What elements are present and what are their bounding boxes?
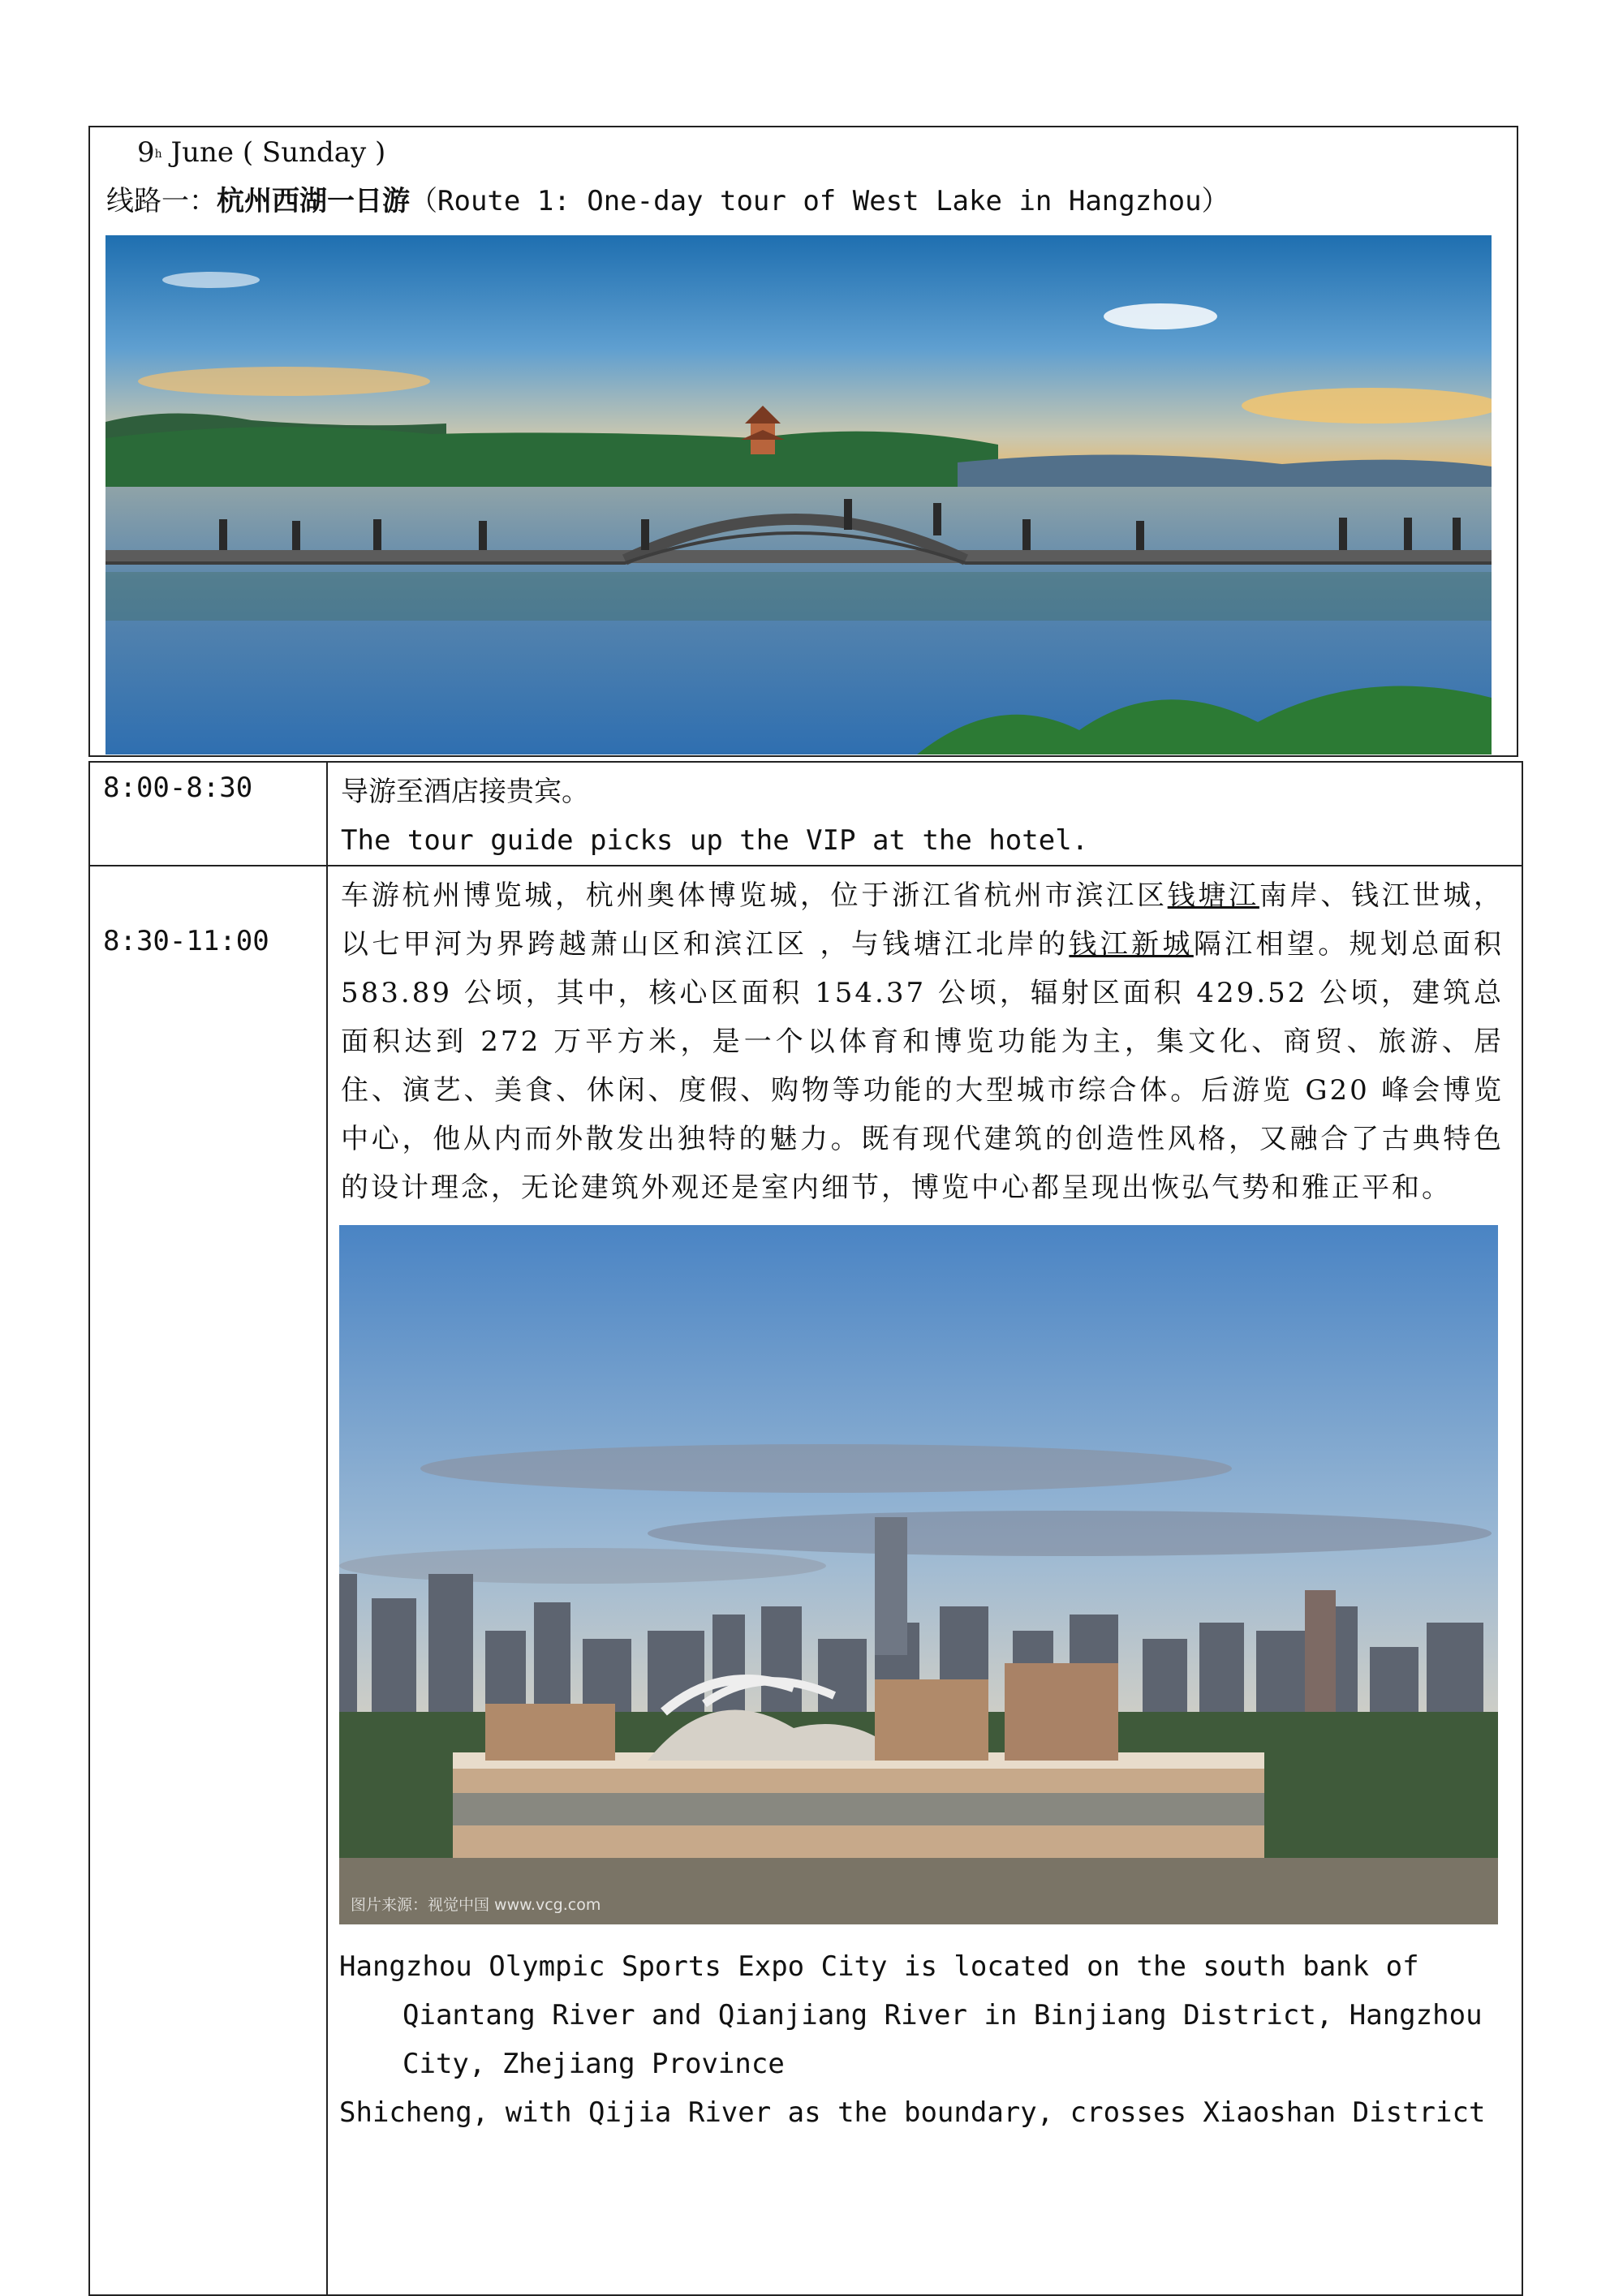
day-header-box [88, 126, 1518, 757]
photo-credit: 图片来源：视觉中国 www.vcg.com [351, 1896, 601, 1914]
route-title-zh: 杭州西湖一日游 [217, 185, 410, 217]
time-label: 8:30-11:00 [103, 925, 269, 957]
zh-text: 车游杭州博览城，杭州奥体博览城，位于浙江省杭州市滨江区 [341, 879, 1168, 912]
time-cell [89, 762, 327, 866]
west-lake-illustration [105, 235, 1492, 755]
time-cell [89, 866, 327, 2295]
zh-text: 隔江相望。规划总面积 583.89 公顷，其中，核心区面积 154.37 公顷，辐射区面积 429.52 公顷，建筑总面积达到 272 万平方米，是一个以体育和博览功能为主，集文化、商贸、旅游、居住、演艺、美食、休闲、度假、购物等功能的大型城市综合体。后游览 G20 峰会博览中心，他从内而外散发出独特的魅力。既有现代建筑的创造性风格，又融合了古典特色的设计理念，无论建筑外观还是室内细节，博览中心都呈现出恢弘气势和雅正平和。 [341, 928, 1505, 1204]
zh-link-qiantang: 钱塘江 [1167, 879, 1259, 912]
description-en [328, 1924, 1522, 2137]
en-line: Hangzhou Olympic Sports Expo City is located on the south bank of [339, 1950, 1419, 1983]
route-prefix: 线路一： [106, 185, 217, 217]
route-title-en: （Route 1: One-day tour of West Lake in Hangzhou） [410, 185, 1229, 217]
date-heading [137, 134, 385, 171]
west-lake-photo [105, 235, 1492, 755]
description-en: The tour guide picks up the VIP at the hotel. [341, 824, 1089, 857]
expo-center-photo [339, 1225, 1498, 1924]
zh-text: 南岸、钱江世城，以七甲河为界跨越萧山区和滨江区 ，与钱塘江北岸的 [341, 879, 1505, 961]
schedule-row [89, 866, 1522, 2295]
time-label: 8:00-8:30 [103, 772, 253, 804]
description-cell [327, 762, 1522, 866]
description-zh: 导游至酒店接贵宾。 [341, 776, 589, 808]
zh-link-qianjiang: 钱江新城 [1069, 928, 1194, 961]
date-weekday: June ( Sunday ) [170, 136, 386, 169]
route-title [106, 183, 1229, 220]
en-line: City, Zhejiang Province [402, 2048, 785, 2080]
description-cell [327, 866, 1522, 2295]
date-suffix: h [154, 148, 162, 161]
description-zh [328, 866, 1522, 1212]
schedule-table [88, 761, 1523, 2296]
date-day: 9 [137, 136, 155, 169]
schedule-row [89, 762, 1522, 866]
expo-center-illustration [339, 1225, 1498, 1924]
en-line: Shicheng, with Qijia River as the boundary, crosses Xiaoshan District [339, 2096, 1486, 2129]
en-line: Qiantang River and Qianjiang River in Binjiang District, Hangzhou [402, 1999, 1483, 2032]
